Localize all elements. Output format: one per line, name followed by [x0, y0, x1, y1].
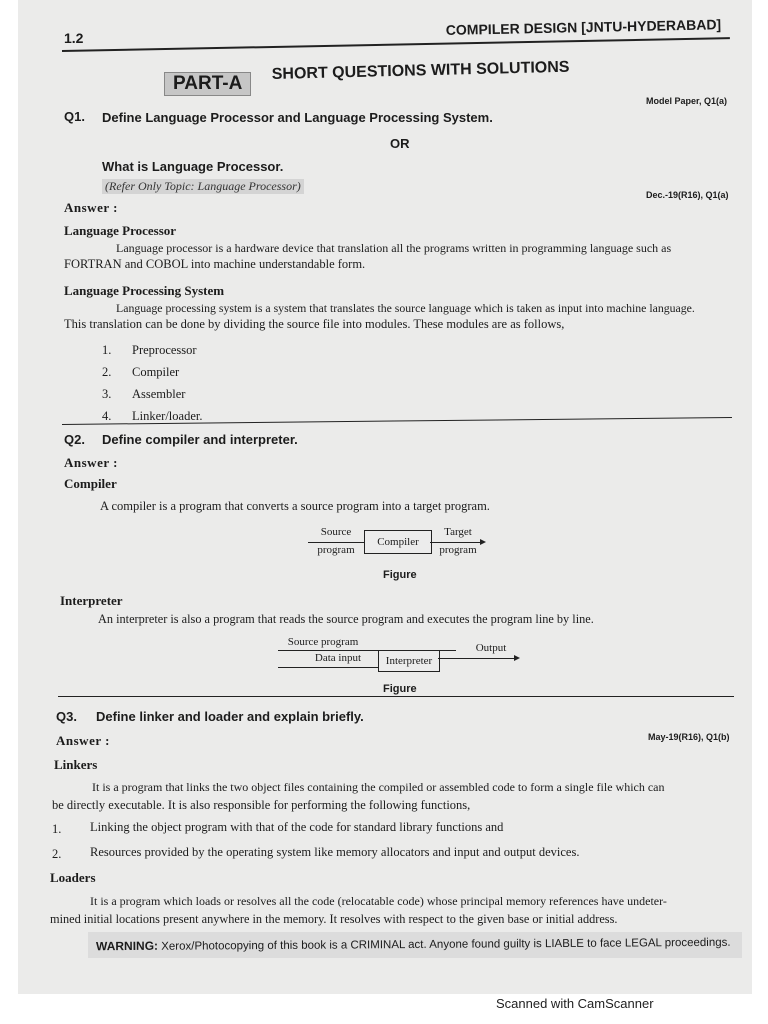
q3-list-num-1: 1. [52, 822, 62, 836]
q1-p2-line-2: This translation can be done by dividing the source file into modules. These modules are as follows, [64, 317, 565, 331]
q1-list-num-3: 3. [102, 387, 112, 401]
q2-heading-interpreter: Interpreter [60, 593, 123, 608]
q1-heading-processing-system: Language Processing System [64, 283, 225, 298]
warning-text: Xerox/Photocopying of this book is a CRIMINAL act. Anyone found guilty is LIABLE to face LEGAL proceedings. [157, 936, 731, 953]
section-title: SHORT QUESTIONS WITH SOLUTIONS [271, 58, 570, 84]
q1-list-item-2: Compiler [132, 365, 180, 379]
header-rule [62, 37, 730, 52]
q1-heading-language-processor: Language Processor [64, 223, 177, 238]
q1-refer-note: (Refer Only Topic: Language Processor) [102, 179, 304, 194]
compiler-figure [308, 524, 488, 560]
q3-source: May-19(R16), Q1(b) [648, 732, 730, 742]
q3-number: Q3. [56, 709, 77, 724]
page-number: 1.2 [64, 30, 84, 46]
q2-compiler-definition: A compiler is a program that converts a source program into a target program. [100, 499, 490, 513]
q3-p1-line-2: be directly executable. It is also responsible for performing the following functions, [52, 798, 471, 812]
q3-paragraph-2 [50, 893, 748, 927]
fig1-output-arrow [430, 542, 482, 543]
compiler-box: Compiler [364, 530, 432, 554]
q3-question: Define linker and loader and explain briefly. [96, 709, 364, 724]
q2-heading-compiler: Compiler [64, 476, 117, 491]
q3-list-item-2: Resources provided by the operating system like memory allocators and input and output devices. [90, 845, 580, 859]
q3-paragraph-1 [52, 779, 746, 813]
q2-interpreter-definition: An interpreter is also a program that reads the source program and executes the program line by line. [98, 612, 594, 626]
fig1-target-bottom: program [439, 544, 477, 556]
q1-alt-question: What is Language Processor. [102, 159, 284, 174]
q2-number: Q2. [64, 432, 85, 447]
q1-question: Define Language Processor and Language Processing System. [102, 110, 493, 125]
fig2-output-arrow [438, 658, 516, 659]
fig2-arrow-head [514, 655, 520, 661]
book-title: COMPILER DESIGN [JNTU-HYDERABAD] [445, 16, 722, 38]
q1-or: OR [390, 136, 410, 151]
q1-p1-line-1: Language processor is a hardware device that translation all the programs written in programming language such as [116, 241, 672, 255]
scanner-watermark: Scanned with CamScanner [496, 996, 654, 1011]
q1-p2-line-1: Language processing system is a system that translates the source language which is taken as input into machine language. [116, 301, 695, 315]
document-page [18, 0, 752, 994]
fig1-source-top: Source [320, 526, 352, 538]
q3-heading-loaders: Loaders [50, 870, 96, 885]
q1-list-num-1: 1. [102, 343, 112, 357]
fig1-target-top: Target [444, 526, 472, 538]
q3-heading-linkers: Linkers [54, 757, 98, 772]
fig2-caption: Figure [383, 683, 417, 695]
q1-list-num-2: 2. [102, 365, 112, 379]
q3-answer-label: Answer : [56, 733, 110, 748]
q1-alt-source: Dec.-19(R16), Q1(a) [646, 190, 729, 200]
q1-source: Model Paper, Q1(a) [646, 96, 728, 106]
fig2-data-label: Data input [314, 652, 362, 664]
q3-p2-line-1: It is a program which loads or resolves all the code (relocatable code) whose principal memory references have undeter- [90, 894, 667, 908]
part-label: PART-A [164, 72, 251, 96]
q2-divider [58, 696, 734, 697]
q2-answer-label: Answer : [64, 455, 118, 470]
q3-list-item-1: Linking the object program with that of the code for standard library functions and [90, 820, 504, 834]
fig2-source-label: Source program [287, 636, 359, 648]
q1-p1-line-2: FORTRAN and COBOL into machine understandable form. [64, 257, 366, 271]
q1-list-item-1: Preprocessor [132, 343, 197, 357]
q1-answer-label: Answer : [64, 200, 118, 215]
warning-label: WARNING: [95, 938, 159, 954]
fig1-source-bottom: program [317, 544, 355, 556]
q1-number: Q1. [64, 109, 85, 124]
q1-paragraph-1 [64, 240, 744, 272]
q1-list-num-4: 4. [102, 409, 112, 423]
q2-question: Define compiler and interpreter. [102, 432, 298, 447]
q3-p2-line-2: mined initial locations present anywhere in the memory. It resolves with respect to the given base or initial address. [50, 912, 618, 926]
fig2-data-line [278, 667, 378, 668]
fig1-caption: Figure [383, 569, 417, 581]
interpreter-figure [278, 636, 528, 672]
interpreter-box: Interpreter [378, 650, 440, 672]
q1-list-item-3: Assembler [132, 387, 186, 401]
fig2-output-label: Output [475, 642, 507, 654]
q1-paragraph-2 [64, 300, 748, 332]
q3-list-num-2: 2. [52, 847, 62, 861]
q3-p1-line-1: It is a program that links the two object files containing the compiled or assembled code to form a single file which can [92, 780, 665, 794]
fig1-input-arrow [308, 542, 364, 543]
q1-list-item-4: Linker/loader. [132, 409, 203, 423]
